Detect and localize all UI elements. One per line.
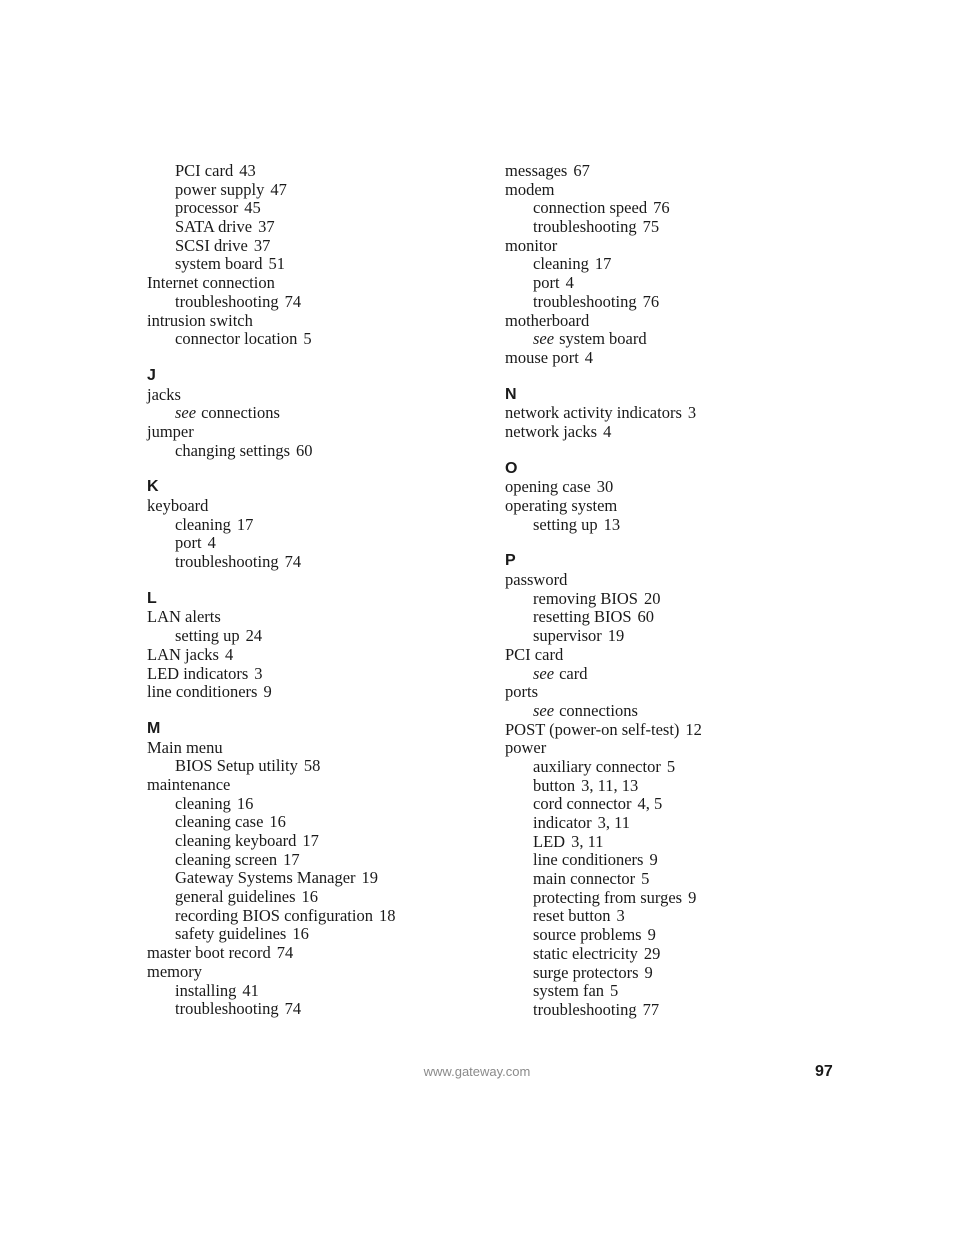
index-term: port — [533, 273, 560, 293]
index-subentry — [505, 833, 835, 852]
page-reference: 9 — [647, 925, 656, 945]
index-subentry — [505, 870, 835, 889]
index-term: PCI card — [505, 644, 564, 664]
index-column-right — [505, 162, 835, 1020]
page-reference: 3 — [616, 906, 625, 926]
index-term: line conditioners — [533, 850, 644, 870]
index-subentry — [505, 945, 835, 964]
index-term: intrusion switch — [147, 310, 253, 330]
page-reference: 58 — [303, 756, 321, 776]
index-subentry — [147, 925, 477, 944]
page-reference: 76 — [653, 198, 670, 218]
index-term: connector location — [175, 329, 298, 349]
index-term: POST (power-on self-test) — [505, 719, 680, 739]
page-reference: 41 — [242, 980, 259, 1000]
page-reference: 4 — [207, 533, 216, 553]
page-reference: 4 — [224, 644, 234, 664]
index-subentry — [505, 964, 835, 983]
index-subentry — [505, 926, 835, 945]
page-reference: 18 — [378, 905, 396, 925]
index-term: LED indicators — [147, 663, 249, 683]
index-term: static electricity — [533, 943, 638, 963]
page-reference: 74 — [284, 999, 302, 1019]
page-reference: 60 — [296, 440, 313, 460]
index-term: BIOS Setup utility — [175, 756, 298, 776]
index-letter-heading: M — [147, 719, 161, 737]
index-term: protecting from surges — [533, 887, 683, 907]
page-reference: 9 — [263, 682, 272, 702]
index-term: troubleshooting — [533, 217, 637, 237]
index-subentry — [147, 330, 477, 349]
index-subentry — [147, 851, 477, 870]
index-term: resetting BIOS — [533, 607, 632, 627]
index-subentry — [505, 293, 835, 312]
page-reference: 24 — [245, 626, 263, 646]
index-letter-heading: J — [147, 366, 156, 384]
index-term: processor — [175, 198, 239, 218]
page-reference: 12 — [685, 719, 702, 739]
index-term: connections — [201, 403, 280, 423]
index-term: operating system — [505, 496, 618, 515]
see-reference-label: see — [175, 403, 197, 423]
page-reference: 9 — [644, 962, 653, 982]
index-term: Main menu — [147, 737, 223, 757]
page-reference: 16 — [236, 793, 254, 813]
index-term: card — [559, 663, 588, 683]
index-entry — [505, 181, 835, 200]
index-term: PCI card — [175, 161, 234, 180]
index-term: surge protectors — [533, 962, 639, 982]
index-subentry — [147, 162, 477, 181]
page-reference: 29 — [643, 943, 661, 963]
index-entry — [147, 683, 477, 702]
index-column-left — [147, 162, 477, 1019]
index-term: recording BIOS configuration — [175, 905, 373, 925]
index-entry — [505, 497, 835, 516]
page-reference: 9 — [649, 850, 658, 870]
index-subentry — [147, 293, 477, 312]
index-subentry — [505, 199, 835, 218]
index-entry — [147, 944, 477, 963]
page-reference: 60 — [637, 607, 655, 627]
see-reference-label: see — [533, 663, 555, 683]
page-reference: 4 — [584, 347, 594, 367]
index-term: SCSI drive — [175, 235, 248, 255]
index-subentry — [147, 627, 477, 646]
index-term: network activity indicators — [505, 403, 682, 423]
index-term: supervisor — [533, 626, 602, 646]
index-subentry — [147, 1000, 477, 1019]
page-reference: 9 — [688, 887, 697, 907]
index-subentry — [505, 330, 835, 349]
index-term: auxiliary connector — [533, 756, 661, 776]
page-reference: 3 — [254, 663, 263, 683]
index-subentry — [147, 255, 477, 274]
page-reference: 17 — [594, 254, 612, 274]
index-term: reset button — [533, 906, 611, 926]
index-term: LAN jacks — [147, 644, 219, 664]
page-reference: 76 — [642, 291, 660, 311]
index-subentry — [147, 218, 477, 237]
index-subentry — [147, 404, 477, 423]
index-entry — [505, 162, 835, 181]
index-term: memory — [147, 961, 202, 981]
index-term: line conditioners — [147, 682, 258, 702]
page-reference: 74 — [284, 291, 302, 311]
index-subentry — [505, 218, 835, 237]
index-term: troubleshooting — [175, 291, 279, 311]
index-entry — [147, 497, 477, 516]
page-reference: 17 — [302, 831, 319, 850]
page-reference: 4 — [565, 273, 574, 293]
index-term: troubleshooting — [175, 552, 279, 572]
index-term: installing — [175, 980, 237, 1000]
page-reference: 45 — [244, 198, 261, 218]
index-subentry — [147, 869, 477, 888]
index-term: jumper — [147, 421, 194, 441]
index-subentry — [505, 274, 835, 293]
index-entry — [505, 349, 835, 368]
index-term: cleaning case — [175, 812, 264, 832]
index-subentry — [505, 590, 835, 609]
index-term: cleaning screen — [175, 849, 278, 869]
index-subentry — [147, 237, 477, 256]
page-reference: 3, 11 — [597, 813, 631, 832]
index-term: troubleshooting — [533, 999, 637, 1019]
index-entry — [147, 274, 477, 293]
index-term: network jacks — [505, 421, 598, 441]
index-subentry — [147, 442, 477, 461]
page-reference: 20 — [643, 588, 661, 608]
index-entry — [147, 608, 477, 627]
index-term: messages — [505, 161, 568, 180]
index-term: setting up — [175, 626, 240, 646]
index-term: port — [175, 533, 202, 553]
index-subentry — [147, 832, 477, 851]
index-letter-heading: O — [505, 459, 518, 477]
index-term: LED — [533, 831, 566, 851]
page-reference: 51 — [268, 254, 286, 274]
page-reference: 19 — [361, 868, 379, 888]
index-entry — [147, 423, 477, 442]
index-letter-heading: L — [147, 589, 157, 607]
index-term: cleaning — [175, 793, 231, 813]
page-number: 97 — [815, 1063, 833, 1080]
index-subentry — [505, 608, 835, 627]
index-entry — [505, 739, 835, 758]
index-subentry — [147, 516, 477, 535]
index-subentry — [505, 758, 835, 777]
index-letter-heading: P — [505, 552, 516, 570]
index-subentry — [147, 181, 477, 200]
index-term: monitor — [505, 235, 558, 255]
page-reference: 37 — [258, 217, 275, 237]
page-reference: 3, 11 — [571, 831, 604, 851]
index-term: changing settings — [175, 440, 291, 460]
index-entry — [505, 237, 835, 256]
index-entry — [505, 423, 835, 442]
index-term: ports — [505, 682, 538, 702]
index-term: LAN alerts — [147, 607, 221, 627]
index-term: indicator — [533, 813, 592, 832]
index-entry — [147, 963, 477, 982]
index-term: cord connector — [533, 794, 632, 814]
index-term: button — [533, 775, 576, 795]
index-entry — [147, 386, 477, 405]
page-reference: 4, 5 — [637, 794, 663, 814]
index-subentry — [505, 516, 835, 535]
index-entry — [505, 683, 835, 702]
index-entry — [147, 665, 477, 684]
index-entry — [505, 478, 835, 497]
page-reference: 74 — [276, 943, 294, 963]
index-term: cleaning keyboard — [175, 831, 297, 850]
page-reference: 5 — [303, 329, 312, 349]
index-term: connection speed — [533, 198, 648, 218]
index-subentry — [147, 199, 477, 218]
page-reference: 17 — [236, 514, 254, 534]
index-entry — [505, 404, 835, 423]
index-term: connections — [559, 700, 638, 720]
index-subentry — [147, 888, 477, 907]
page-reference: 47 — [270, 179, 287, 199]
footer-url: www.gateway.com — [423, 1064, 531, 1079]
index-term: source problems — [533, 925, 642, 945]
index-term: maintenance — [147, 774, 231, 794]
index-term: power supply — [175, 179, 265, 199]
index-term: system board — [175, 254, 263, 274]
page-reference: 3, 11, 13 — [581, 775, 639, 795]
index-subentry — [147, 757, 477, 776]
index-term: removing BIOS — [533, 588, 638, 608]
page-reference: 16 — [301, 887, 318, 907]
page-reference: 43 — [239, 161, 256, 180]
index-term: master boot record — [147, 943, 271, 963]
page-reference: 75 — [642, 217, 660, 237]
index-term: motherboard — [505, 310, 590, 330]
index-subentry — [505, 851, 835, 870]
index-term: cleaning — [175, 514, 231, 534]
index-subentry — [505, 255, 835, 274]
index-term: SATA drive — [175, 217, 253, 237]
see-reference-label: see — [533, 700, 555, 720]
index-term: troubleshooting — [175, 999, 279, 1019]
index-entry — [505, 646, 835, 665]
page-reference: 16 — [292, 924, 309, 944]
index-term: main connector — [533, 869, 636, 889]
index-entry — [505, 571, 835, 590]
page-reference: 74 — [284, 552, 302, 572]
index-letter-heading: N — [505, 385, 517, 403]
page-reference: 37 — [253, 235, 271, 255]
index-entry — [147, 312, 477, 331]
page-reference: 17 — [283, 849, 300, 869]
index-term: keyboard — [147, 496, 209, 515]
index-term: mouse port — [505, 347, 579, 367]
index-subentry — [147, 553, 477, 572]
index-term: modem — [505, 179, 555, 199]
index-entry — [147, 646, 477, 665]
index-subentry — [505, 1001, 835, 1020]
index-term: cleaning — [533, 254, 589, 274]
index-entry — [147, 739, 477, 758]
index-term: power — [505, 738, 547, 758]
index-subentry — [147, 813, 477, 832]
page-reference: 5 — [610, 981, 619, 1001]
index-subentry — [505, 702, 835, 721]
index-subentry — [505, 907, 835, 926]
page-reference: 77 — [642, 999, 660, 1019]
index-term: troubleshooting — [533, 291, 637, 311]
page-reference: 30 — [596, 477, 614, 497]
index-term: general guidelines — [175, 887, 296, 907]
index-subentry — [505, 665, 835, 684]
index-term: Internet connection — [147, 273, 275, 293]
index-term: system fan — [533, 981, 605, 1001]
page-reference: 67 — [573, 161, 590, 180]
page-reference: 19 — [607, 626, 625, 646]
page-reference: 4 — [603, 421, 612, 441]
index-subentry — [505, 982, 835, 1001]
index-subentry — [505, 777, 835, 796]
index-subentry — [505, 814, 835, 833]
index-letter-heading: K — [147, 478, 159, 496]
index-subentry — [505, 795, 835, 814]
index-subentry — [147, 795, 477, 814]
index-entry — [505, 721, 835, 740]
index-subentry — [147, 982, 477, 1001]
index-term: password — [505, 570, 568, 590]
page-reference: 3 — [687, 403, 697, 423]
index-term: safety guidelines — [175, 924, 287, 944]
page-reference: 5 — [666, 756, 676, 776]
index-subentry — [147, 534, 477, 553]
page-reference: 5 — [641, 869, 650, 889]
index-term: Gateway Systems Manager — [175, 868, 356, 888]
index-entry — [147, 776, 477, 795]
index-subentry — [147, 907, 477, 926]
index-term: jacks — [147, 384, 181, 404]
index-term: opening case — [505, 477, 591, 497]
index-subentry — [505, 889, 835, 908]
index-term: setting up — [533, 514, 598, 534]
index-subentry — [505, 627, 835, 646]
index-entry — [505, 312, 835, 331]
page-reference: 13 — [603, 514, 621, 534]
index-term: system board — [559, 329, 647, 349]
page-reference: 16 — [269, 812, 286, 832]
see-reference-label: see — [533, 329, 555, 349]
